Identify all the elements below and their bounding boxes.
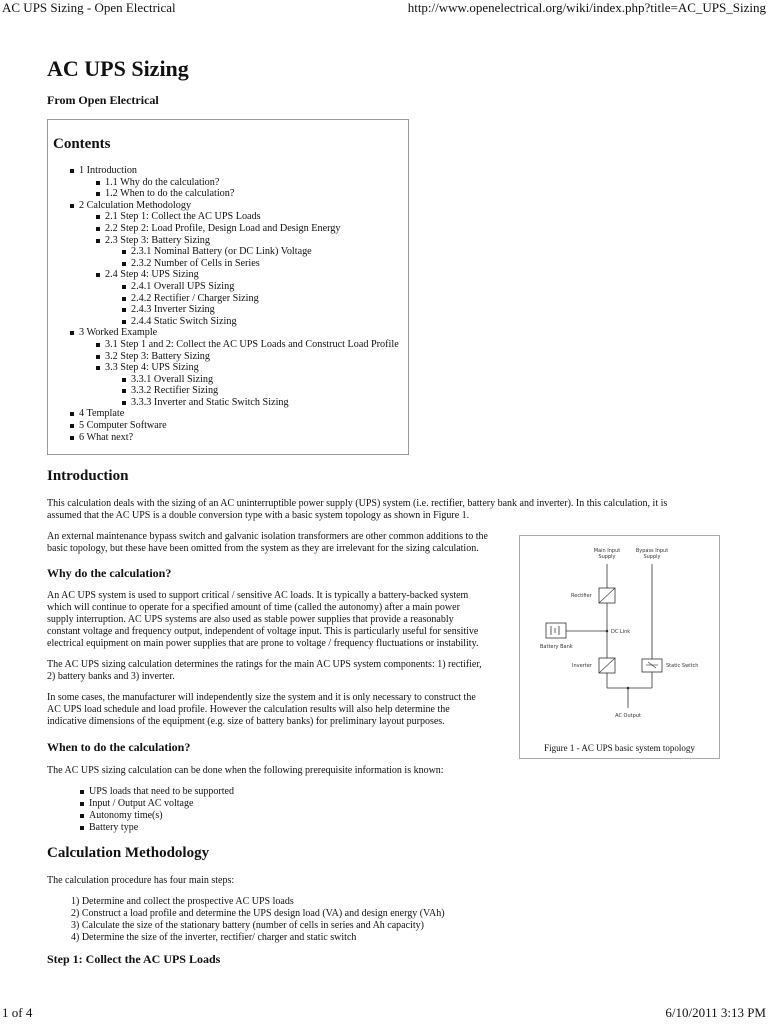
- toc-item[interactable]: 2.4.1 Overall UPS Sizing: [118, 281, 399, 293]
- page-title: AC UPS Sizing: [47, 56, 189, 81]
- toc-item[interactable]: 2.4.4 Static Switch Sizing: [118, 316, 399, 328]
- page-footer-page-number: 1 of 4: [2, 1005, 33, 1020]
- toc-item[interactable]: 3.3.3 Inverter and Static Switch Sizing: [118, 397, 399, 409]
- diagram-label: Bypass Input: [635, 548, 669, 554]
- toc-item[interactable]: 1 Introduction 1.1 Why do the calculation? 1.2 When to do the calculation?: [66, 165, 399, 200]
- why-paragraph-line: AC UPS load schedule and load profile. However the calculation results will also help determine the: [47, 704, 450, 715]
- toc-item[interactable]: 4 Template: [66, 408, 399, 420]
- toc-item[interactable]: 3 Worked Example 3.1 Step 1 and 2: Collect the AC UPS Loads and Construct Load Profile 3.2 Step 3: Battery Sizing 3.3 Step 4: UPS Sizing 3.3.1 Overall Sizing 3.3.2 Rectifier Sizing 3.3.3 Inverter and Static Switch Sizing: [66, 327, 399, 408]
- page-header-title: AC UPS Sizing - Open Electrical: [2, 0, 176, 15]
- method-step: 2) Construct a load profile and determine the UPS design load (VA) and design energy (VAh): [71, 908, 445, 919]
- toc-item[interactable]: 2 Calculation Methodology 2.1 Step 1: Collect the AC UPS Loads 2.2 Step 2: Load Profile, Design Load and Design Energy 2.3 Step 3: Battery Sizing 2.3.1 Nominal Battery (or DC Link) Voltage 2.3.2 Number of Cells in Series 2.4 Step 4: UPS Sizing 2.4.1 Overall UPS Sizing 2.4.2 Rectifier / Charger Sizing 2.4.3 Inverter Sizing 2.4.4 Static Switch Sizing: [66, 200, 399, 328]
- why-paragraph-line: electrical equipment on main power supplies that are prone to voltage / frequency fluctuations or instability.: [47, 638, 479, 649]
- method-steps: [71, 896, 445, 944]
- toc-item[interactable]: 2.3.1 Nominal Battery (or DC Link) Voltage: [118, 246, 399, 258]
- page-source: From Open Electrical: [47, 93, 159, 107]
- toc-item[interactable]: 2.4.3 Inverter Sizing: [118, 304, 399, 316]
- subsection-heading-why: Why do the calculation?: [47, 566, 172, 580]
- method-step: 1) Determine and collect the prospective AC UPS loads: [71, 896, 294, 907]
- toc-item[interactable]: 2.4 Step 4: UPS Sizing 2.4.1 Overall UPS Sizing 2.4.2 Rectifier / Charger Sizing 2.4.3 Inverter Sizing 2.4.4 Static Switch Sizing: [92, 269, 399, 327]
- intro-paragraph-line: basic topology, but these have been omitted from the system as they are irrelevant for the sizing calculation.: [47, 543, 479, 554]
- list-item: Input / Output AC voltage: [76, 798, 234, 810]
- toc-item[interactable]: 1.1 Why do the calculation?: [92, 177, 399, 189]
- inverter-block: [599, 658, 615, 673]
- subsection-heading-step1: Step 1: Collect the AC UPS Loads: [47, 952, 221, 966]
- toc-title: Contents: [53, 136, 111, 152]
- why-paragraph-line: An AC UPS system is used to support critical / sensitive AC loads. It is typically a battery-backed system: [47, 590, 469, 601]
- when-paragraph: The AC UPS sizing calculation can be done when the following prerequisite information is known:: [47, 765, 444, 776]
- table-of-contents: [47, 119, 409, 455]
- toc-item[interactable]: 2.2 Step 2: Load Profile, Design Load and Design Energy: [92, 223, 399, 235]
- section-heading-introduction: Introduction: [47, 468, 129, 484]
- toc-item[interactable]: 3.1 Step 1 and 2: Collect the AC UPS Loads and Construct Load Profile: [92, 339, 399, 351]
- diagram-label: Battery Bank: [540, 644, 573, 650]
- toc-item[interactable]: 3.3 Step 4: UPS Sizing 3.3.1 Overall Sizing 3.3.2 Rectifier Sizing 3.3.3 Inverter and Static Switch Sizing: [92, 362, 399, 408]
- diagram-label: Main Input: [593, 548, 621, 554]
- toc-item[interactable]: 3.3.2 Rectifier Sizing: [118, 385, 399, 397]
- list-item: Autonomy time(s): [76, 810, 234, 822]
- toc-item[interactable]: 3.2 Step 3: Battery Sizing: [92, 351, 399, 363]
- method-step: 3) Calculate the size of the stationary battery (number of cells in series and Ah capacity): [71, 920, 424, 931]
- figure-caption: Figure 1 - AC UPS basic system topology: [544, 743, 695, 753]
- why-paragraph-line: indicative dimensions of the equipment (e.g. size of battery banks) for preliminary layout purposes.: [47, 716, 445, 727]
- diagram-label: Rectifier: [571, 593, 592, 599]
- diagram-label: Supply: [643, 554, 661, 560]
- diagram-label: Inverter: [572, 663, 592, 669]
- ups-topology-diagram: [520, 536, 719, 741]
- rectifier-block: [599, 588, 615, 603]
- list-item: Battery type: [76, 822, 234, 834]
- diagram-label: AC Output: [615, 713, 641, 719]
- toc-item[interactable]: 2.4.2 Rectifier / Charger Sizing: [118, 293, 399, 305]
- toc-item[interactable]: 3.3.1 Overall Sizing: [118, 374, 399, 386]
- method-step: 4) Determine the size of the inverter, rectifier/ charger and static switch: [71, 932, 357, 943]
- diagram-label: DC Link: [611, 629, 631, 635]
- list-item: UPS loads that need to be supported: [76, 786, 234, 798]
- why-paragraph-line: The AC UPS sizing calculation determines the ratings for the main AC UPS system components: 1) rectifier,: [47, 659, 482, 670]
- toc-item[interactable]: 2.1 Step 1: Collect the AC UPS Loads: [92, 211, 399, 223]
- why-paragraph-line: In some cases, the manufacturer will independently size the system and it is only necessary to construct the: [47, 692, 476, 703]
- method-paragraph: The calculation procedure has four main steps:: [47, 875, 235, 886]
- diagram-label: Static Switch: [666, 663, 699, 669]
- diagram-label: Supply: [598, 554, 616, 560]
- why-paragraph-line: 2) battery banks and 3) inverter.: [47, 671, 175, 682]
- intro-paragraph-line: An external maintenance bypass switch and galvanic isolation transformers are other common additions to the: [47, 531, 488, 542]
- why-paragraph-line: supply interruption. AC UPS systems are also used as stable power supplies that provide a reasonably: [47, 614, 454, 625]
- figure-ups-topology: [519, 535, 720, 759]
- intro-paragraph-line: assumed that the AC UPS is a double conversion type with a basic system topology as shown in Figure 1.: [47, 510, 470, 521]
- prerequisite-list: [76, 786, 234, 834]
- why-paragraph-line: constant voltage and frequency output, independent of voltage input. This is particularly useful for sensitive: [47, 626, 479, 637]
- section-heading-methodology: Calculation Methodology: [47, 845, 210, 861]
- subsection-heading-when: When to do the calculation?: [47, 740, 191, 754]
- page-header-url: http://www.openelectrical.org/wiki/index.php?title=AC_UPS_Sizing: [407, 0, 766, 15]
- battery-block: [546, 623, 566, 638]
- static-switch-block: [642, 659, 662, 672]
- toc-item[interactable]: 6 What next?: [66, 432, 399, 444]
- toc-item[interactable]: 5 Computer Software: [66, 420, 399, 432]
- toc-item[interactable]: 1.2 When to do the calculation?: [92, 188, 399, 200]
- why-paragraph-line: which will continue to operate for a specified amount of time (called the autonomy) after a main power: [47, 602, 460, 613]
- toc-item[interactable]: 2.3 Step 3: Battery Sizing 2.3.1 Nominal Battery (or DC Link) Voltage 2.3.2 Number of Cells in Series: [92, 235, 399, 270]
- page-footer-timestamp: 6/10/2011 3:13 PM: [665, 1005, 766, 1020]
- toc-list: [66, 165, 399, 443]
- intro-paragraph-line: This calculation deals with the sizing of an AC uninterruptible power supply (UPS) system (i.e. rectifier, battery bank and inverter). In this calculation, it is: [47, 498, 668, 509]
- toc-item[interactable]: 2.3.2 Number of Cells in Series: [118, 258, 399, 270]
